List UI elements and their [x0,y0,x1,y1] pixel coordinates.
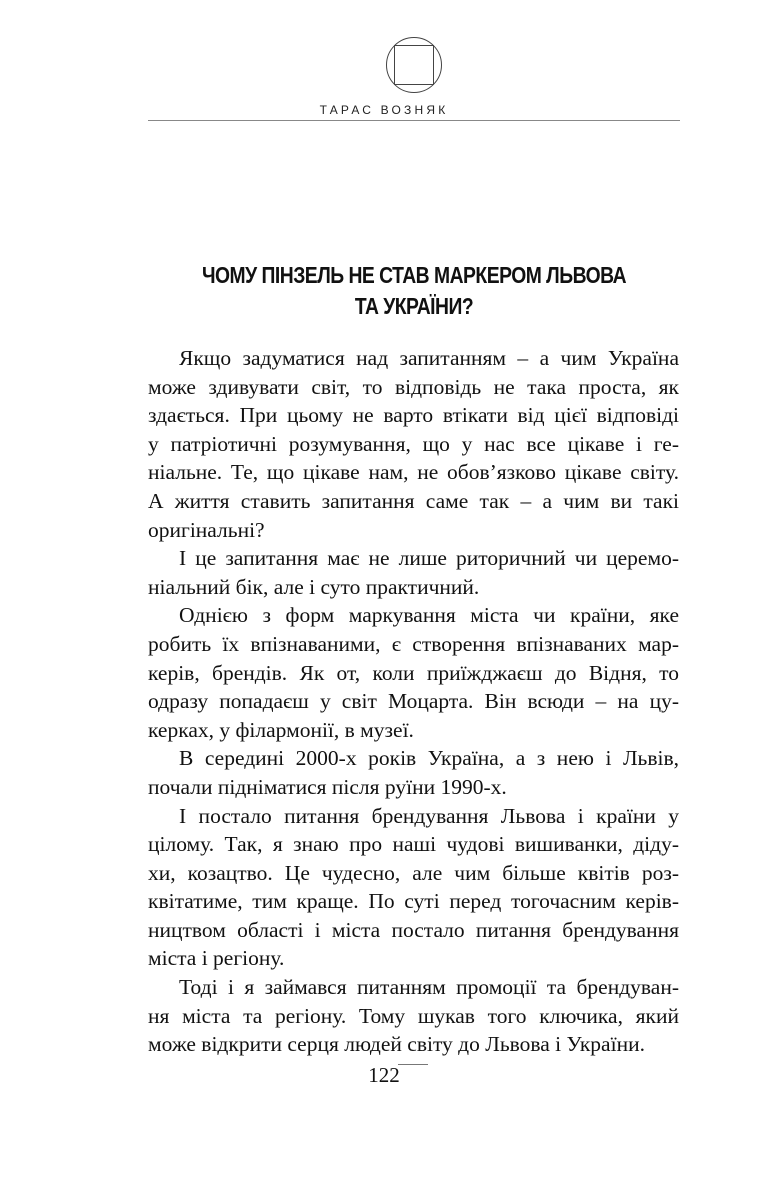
emblem-icon [385,36,443,94]
chapter-title [191,260,638,322]
text-line: В середині 2000-х років Україна, а з нею і Львів, [179,746,679,771]
page-number: 122 [368,1063,400,1087]
text-line: цілому. Так, я знаю про наші чудові вишиванки, діду- [148,832,679,857]
text-line: почали підніматися після руїни 1990-х. [148,774,507,799]
paragraph [148,344,679,544]
body-text [148,344,679,1059]
paragraph [148,802,679,974]
text-line: ня міста та регіону. Тому шукав того ключика, який [148,1003,679,1028]
text-line: робить їх впізнаваними, є створення впізнаваних мар- [148,631,679,656]
text-line: може здивувати світ, то відповідь не така проста, як [148,374,679,399]
text-line: ніальний бік, але і суто практичний. [148,574,480,599]
text-line: Якщо задуматися над запитанням – а чим Україна [179,346,679,370]
text-line: здається. При цьому не варто втікати від цієї відповіді [148,403,679,428]
text-line: у патріотичні розумування, що у нас все цікаве і ге- [148,431,679,456]
text-line: оригінальні? [148,517,265,542]
text-line: міста і регіону. [148,946,285,971]
text-line: А життя ставить запитання саме так – а чим ви такі [148,488,679,513]
text-line: керках, у філармонії, в музеї. [148,717,414,742]
paragraph [148,544,679,601]
chapter-title-line-1: ЧОМУ ПІНЗЕЛЬ НЕ СТАВ МАРКЕРОМ ЛЬВОВА [201,262,627,288]
text-line: Однією з форм маркування міста чи країни, яке [179,603,679,628]
paragraph [148,973,679,1059]
text-line: квітатиме, тим краще. По суті перед тогочасним керів- [148,889,679,914]
paragraph [148,744,679,801]
text-line: Тоді і я займався питанням промоції та брендуван- [179,975,679,1000]
text-line: І постало питання брендування Львова і країни у [179,803,679,828]
paragraph [148,601,679,744]
text-line: І це запитання має не лише риторичний чи церемо- [179,546,679,571]
text-line: ніальне. Те, що цікаве нам, не обов’язково цікаве світу. [148,460,679,485]
chapter-title-line-2: ТА УКРАЇНИ? [354,293,474,319]
header-divider [148,120,680,121]
text-line: може відкрити серця людей світу до Львова і України. [148,1032,645,1057]
text-line: ництвом області і міста постало питання брендування [148,917,679,942]
text-line: керів, брендів. Як от, коли приїжджаєш до Відня, то [148,660,679,685]
text-line: хи, козацтво. Це чудесно, але чим більше квітів роз- [148,860,679,885]
text-line: одразу попадаєш у світ Моцарта. Він всюди – на цу- [148,689,679,714]
running-head-author: ТАРАС ВОЗНЯК [319,103,449,117]
